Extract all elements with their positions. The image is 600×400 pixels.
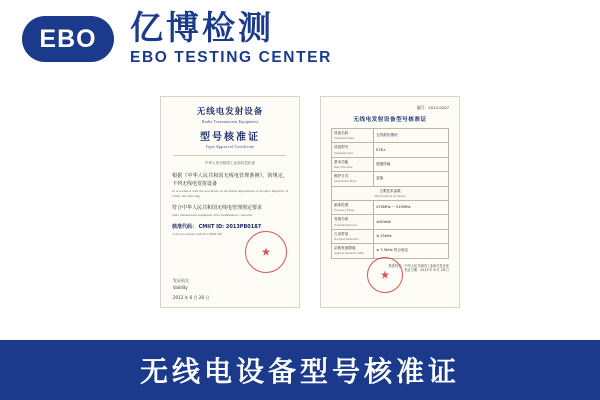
brand-block — [130, 8, 332, 67]
cert-row-key-cn: 维护方式 — [334, 174, 349, 179]
table-row — [332, 172, 449, 186]
cert-row-value: ≤ 25kHz — [374, 229, 449, 243]
cert-left-body-3-en: to the provisions with the CMIIT ID: — [172, 231, 223, 236]
cert-left-date-text: 2013 年 6 月 28 日 — [173, 295, 210, 300]
cert-left-subtitle-cn: 型号核准证 — [200, 132, 260, 144]
cert-row-key — [332, 215, 374, 229]
cert-left-title-cn: 无线电发射设备 — [196, 107, 264, 117]
cert-row-key-cn: 设备型号 — [334, 145, 349, 150]
table-row — [332, 143, 449, 157]
table-row — [332, 244, 449, 258]
cert-row-key-en: Frequency Range — [334, 208, 355, 213]
cert-row-key — [332, 244, 374, 258]
cert-row-key-cn: 设备名称 — [334, 131, 349, 135]
cert-right-number-label: 编号： — [416, 105, 429, 110]
cert-row-key — [332, 229, 374, 243]
cert-right-footer-line-2: 发证日期：2013 年 6 月 28 日 — [404, 268, 449, 273]
cert-row-key-cn: 发射功率 — [334, 217, 349, 222]
red-official-seal-icon — [245, 231, 287, 273]
cert-row-key-en: Maintenance Mode — [334, 179, 357, 184]
cert-row-key — [332, 143, 374, 157]
cert-row-key — [332, 129, 374, 143]
cert-row-key-cn: 杂散发射限值 — [334, 246, 356, 251]
cert-left-body-1-en: In accordance with the provisions on the Radio Regulations of People's Republic of China, the following — [172, 189, 288, 199]
table-row — [332, 229, 449, 243]
brand-name-en: EBO TESTING CENTER — [130, 48, 332, 66]
cert-row-key-en: Spurious Emission Limits — [334, 251, 365, 256]
cert-right-footer-line-1: 核准机关：中华人民共和国工业和信息化部 — [388, 263, 449, 268]
cert-row-value: 数据传输 — [374, 157, 449, 171]
cert-row-key-en: Occupied Bandwidth — [334, 237, 359, 242]
certificate-left — [160, 96, 300, 308]
ebo-logo: EBO — [22, 16, 114, 62]
cert-row-key-cn: 频率范围 — [334, 203, 349, 208]
cert-right-table — [331, 128, 449, 259]
cert-left-subtitle-en: Type Approval Certificate — [205, 144, 255, 150]
cert-row-key-en: Main Technical Parameters — [374, 193, 406, 198]
cert-right-title: 无线电发射设备型号核准证 — [353, 117, 427, 123]
cert-left-body-2 — [172, 204, 288, 218]
cert-row-key-en: Basic Functions — [334, 165, 353, 170]
table-row — [332, 157, 449, 171]
cert-row-value: ≤ 7.5kHz 符合规定 — [374, 244, 449, 258]
cert-left-body-1-cn: 根据《中华人民共和国无线电管理条例》、的规定，下列无线电发射设备 — [172, 172, 288, 188]
cert-left-issuer: 中华人民共和国工业和信息化部 — [204, 161, 256, 166]
cert-row-value: E78-L — [374, 143, 449, 157]
cert-left-code-value: CMIIT ID: 2013PB0187 — [198, 224, 262, 231]
cert-row-value: 470MHz ~ 510MHz — [374, 201, 449, 215]
cert-row-value: 无线数传模块 — [374, 129, 449, 143]
cert-row-value: 更换 — [374, 172, 449, 186]
table-row — [332, 186, 449, 200]
cert-row-key-en: Transmitting Power — [334, 222, 357, 227]
red-official-seal-icon — [367, 257, 403, 293]
cert-row-key — [332, 157, 374, 171]
cert-row-key — [332, 201, 374, 215]
cert-row-key-cn: 占用带宽 — [334, 231, 349, 236]
cert-row-key — [332, 172, 374, 186]
cert-left-signature — [173, 278, 189, 291]
footer-banner — [0, 340, 600, 400]
site-header — [0, 0, 600, 78]
brand-name-cn: 亿博检测 — [130, 8, 274, 48]
cert-left-body-2-en: radio transmission equipment, after examination, conforms — [172, 213, 253, 218]
cert-right-header — [331, 105, 449, 111]
table-row — [332, 201, 449, 215]
certificate-photo — [0, 78, 600, 340]
cert-left-divider — [174, 155, 286, 156]
cert-row-value: ≤50mW — [374, 215, 449, 229]
cert-left-signature-label: 发证机关 — [173, 278, 189, 284]
table-row — [332, 215, 449, 229]
cert-row-key-en: Equipment Type — [334, 150, 354, 155]
cert-right-number-value: 2013-0207 — [428, 105, 449, 110]
cert-row-key-cn: 主要技术参数 — [379, 188, 401, 193]
cert-left-body-2-cn: 符合中华人民共和国无线电管理规定要求 — [172, 205, 263, 212]
footer-banner-title: 无线电设备型号核准证 — [139, 355, 460, 388]
cert-row-key-en: Equipment Name — [334, 136, 355, 141]
cert-left-date — [173, 295, 209, 301]
certificate-right — [320, 96, 460, 308]
cert-row-key-cn: 基本功能 — [334, 159, 349, 164]
cert-left-title-en: Radio Transmission Equipment — [201, 119, 259, 125]
cert-left-body-1 — [172, 172, 288, 200]
cert-left-signature-sub: Validity — [173, 284, 188, 290]
cert-left-code-label: 核准代码： — [172, 224, 198, 231]
cert-row-section — [332, 186, 449, 200]
table-row — [332, 129, 449, 143]
